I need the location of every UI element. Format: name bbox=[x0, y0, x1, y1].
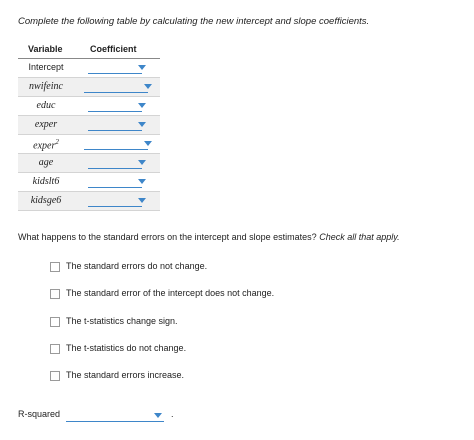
coefficient-dropdown-exper[interactable] bbox=[88, 119, 142, 131]
dropdown-arrow-icon bbox=[144, 141, 152, 146]
table-row-exper bbox=[18, 116, 160, 135]
option-label: The standard error of the intercept does not change. bbox=[66, 288, 275, 298]
checkbox[interactable] bbox=[50, 317, 60, 327]
variable-name: educ bbox=[36, 100, 56, 111]
checkbox[interactable] bbox=[50, 262, 60, 272]
coefficient-dropdown-kidslt6[interactable] bbox=[88, 176, 142, 188]
variable-name: exper$^2$ bbox=[33, 138, 59, 152]
coefficient-dropdown-educ[interactable] bbox=[88, 100, 142, 112]
dropdown-arrow-icon bbox=[138, 179, 146, 184]
r-squared-label: R-squared bbox=[18, 409, 61, 419]
table-header bbox=[18, 42, 160, 59]
r-squared-period: . bbox=[171, 409, 174, 419]
option-label: The t-statistics change sign. bbox=[66, 316, 178, 326]
question-main: What happens to the standard errors on the intercept and slope estimates? bbox=[18, 232, 317, 242]
coefficient-dropdown-intercept[interactable] bbox=[88, 62, 142, 74]
variable-name: Intercept bbox=[28, 62, 64, 72]
coefficient-dropdown-age[interactable] bbox=[88, 157, 142, 169]
header-variable: Variable bbox=[28, 44, 63, 54]
question-text bbox=[18, 232, 400, 242]
table-row-intercept bbox=[18, 59, 160, 78]
instruction-text: Complete the following table by calculating the new intercept and slope coefficients. bbox=[18, 16, 370, 27]
dropdown-arrow-icon bbox=[138, 160, 146, 165]
coefficient-dropdown-nwifeinc[interactable] bbox=[84, 81, 148, 93]
coefficient-dropdown-kidsge6[interactable] bbox=[88, 195, 142, 207]
dropdown-arrow-icon bbox=[138, 122, 146, 127]
checkbox[interactable] bbox=[50, 344, 60, 354]
dropdown-arrow-icon bbox=[138, 198, 146, 203]
dropdown-arrow-icon bbox=[144, 84, 152, 89]
dropdown-arrow-icon bbox=[138, 103, 146, 108]
header-coefficient: Coefficient bbox=[90, 44, 137, 54]
r-squared-dropdown[interactable] bbox=[66, 409, 164, 422]
variable-name: kidslt6 bbox=[32, 176, 60, 187]
option-label: The standard errors do not change. bbox=[66, 261, 208, 271]
table-row-age bbox=[18, 154, 160, 173]
table-row-exper-squared bbox=[18, 135, 160, 154]
table-row-kidsge6 bbox=[18, 192, 160, 211]
dropdown-arrow-icon bbox=[154, 413, 162, 418]
option-label: The standard errors increase. bbox=[66, 370, 185, 380]
variable-name: nwifeinc bbox=[29, 81, 63, 92]
variable-name: exper bbox=[34, 119, 58, 130]
checkbox[interactable] bbox=[50, 371, 60, 381]
table-row-educ bbox=[18, 97, 160, 116]
variable-name: age bbox=[38, 157, 54, 168]
table-row-kidslt6 bbox=[18, 173, 160, 192]
checkbox[interactable] bbox=[50, 289, 60, 299]
exponent: 2 bbox=[55, 138, 59, 146]
coefficient-dropdown-exper-squared[interactable] bbox=[84, 138, 148, 150]
dropdown-arrow-icon bbox=[138, 65, 146, 70]
option-label: The t-statistics do not change. bbox=[66, 343, 187, 353]
question-hint: Check all that apply. bbox=[319, 232, 400, 242]
table-row-nwifeinc bbox=[18, 78, 160, 97]
variable-name: kidsge6 bbox=[30, 195, 62, 206]
coefficient-table bbox=[18, 42, 160, 211]
